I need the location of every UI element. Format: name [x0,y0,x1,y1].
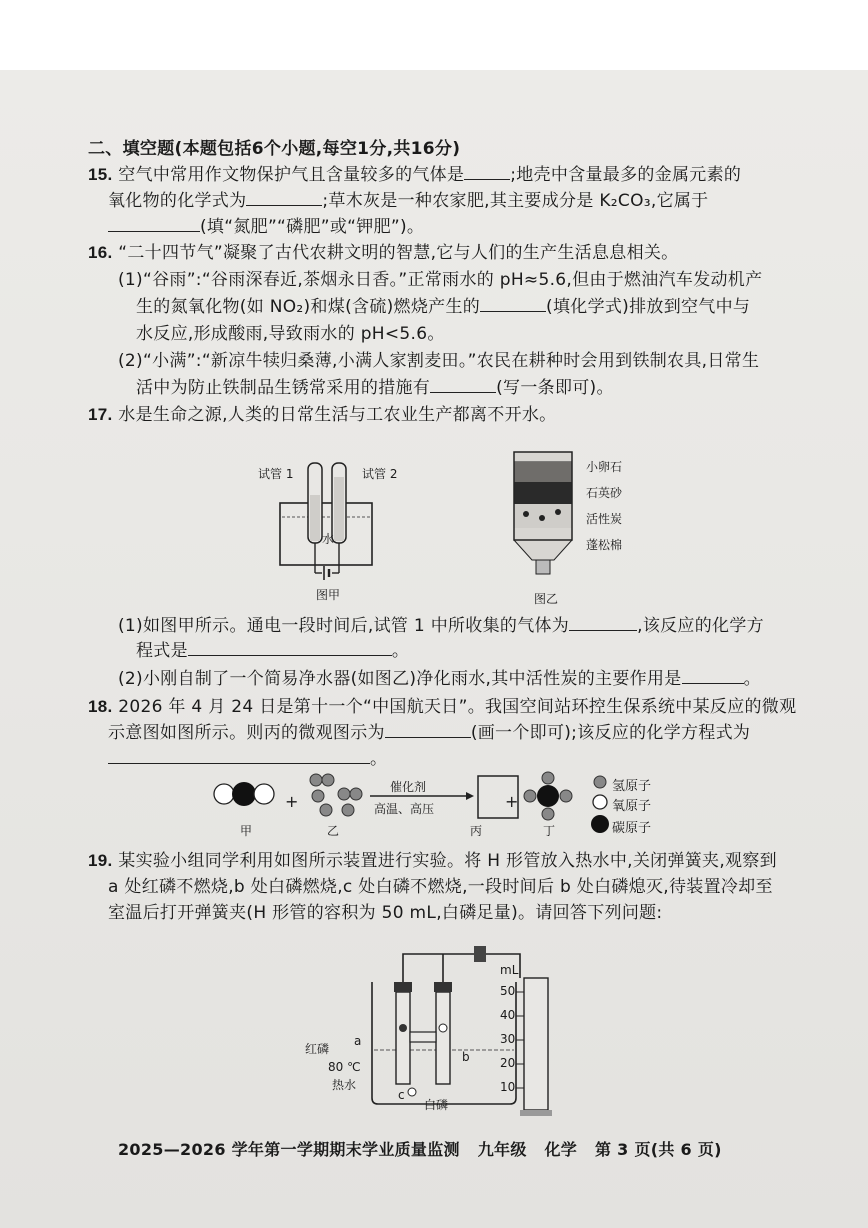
carbon-particle [555,509,561,515]
catalyst-label: 催化剂 [390,780,427,794]
stopper-left [394,982,412,992]
hydrogen-atom [322,774,334,786]
q15-text: 空气中常用作文物保护气且含量较多的气体是 [118,165,465,185]
q18-text: 示意图如图所示。则丙的微观图示为 [108,723,385,743]
figure-b-caption: 图乙 [534,592,559,606]
hydrogen-atom [350,788,362,800]
q16-blank-2[interactable] [430,378,496,393]
legend-oxygen-icon [593,795,607,809]
q19-line-2: a 处红磷不燃烧,b 处白磷燃烧,c 处白磷不燃烧,一段时间后 b 处白磷熄灭,待装置冷却至 [108,877,773,897]
activated-carbon-label: 活性炭 [586,512,623,526]
exam-paper [0,70,868,1228]
label-yi: 乙 [327,824,340,838]
cotton-layer [514,528,572,560]
oxygen-atom [254,784,274,804]
q15-blank-2[interactable] [246,191,322,206]
figure-a-caption: 图甲 [316,588,341,602]
plus-sign-2: + [505,792,519,811]
hot-water-label: 热水 [332,1078,357,1092]
q19-number: 19. [88,851,113,870]
white-phosphorus-label: 白磷 [424,1098,449,1112]
section-title: 二、填空题(本题包括6个小题,每空1分,共16分) [88,139,461,159]
q16-text: (填化学式)排放到空气中与 [546,297,751,317]
q18-text: (画一个即可);该反应的化学方程式为 [470,723,751,743]
q15-text: 氧化物的化学式为 [108,191,247,211]
legend-carbon-label: 碳原子 [612,821,652,836]
q19-line-1 [88,850,777,872]
q17-p1-line-2: 程式是 。 [136,641,410,661]
tube-2-label: 试管 2 [362,467,398,481]
carbon-particle [539,515,545,521]
q16-text: (写一条即可)。 [496,378,614,398]
q16-text: “二十四节气”凝聚了古代农耕文明的智慧,它与人们的生产生活息息相关。 [118,243,679,263]
q18-text: 。 [370,749,388,769]
red-phosphorus-label: 红磷 [305,1042,330,1056]
footer-page: 第 3 页(共 6 页) [594,1140,722,1159]
measuring-cylinder [524,978,548,1110]
q18-blank-2[interactable] [108,749,370,764]
page-footer [118,1140,722,1161]
arrow-head [466,792,474,800]
tick-label-40: 40 [500,1008,516,1022]
q15-number: 15. [88,165,113,184]
cylinder-base [520,1110,552,1116]
q18-text: 2026 年 4 月 24 日是第十一个“中国航天日”。我国空间站环控生保系统中某反应的微观 [118,697,797,717]
hydrogen-atom [312,790,324,802]
phosphorus-apparatus [360,932,560,1122]
legend-hydrogen-label: 氢原子 [612,779,652,794]
carbon-atom [232,782,256,806]
spring-clamp[interactable] [474,946,486,962]
q17-text: ,该反应的化学方 [637,616,764,636]
pebble-label: 小卵石 [586,460,623,474]
q16-blank-1[interactable] [480,297,546,312]
label-bing: 丙 [470,824,483,838]
red-phosphorus-a [399,1024,407,1032]
filter-top [514,452,572,462]
q17-text: (2)小刚自制了一个简易净水器(如图乙)净化雨水,其中活性炭的主要作用是 [118,669,682,689]
hydrogen-atom [310,774,322,786]
q18-line-1 [88,696,796,718]
legend-carbon-icon [591,815,609,833]
q15-blank-3[interactable] [108,217,200,232]
quartz-sand-layer [514,482,572,504]
tube-2-water [334,477,344,541]
legend-hydrogen-icon [594,776,606,788]
temperature-label: 80 ℃ [328,1060,361,1074]
pebble-layer [514,462,572,482]
label-ding: 丁 [543,824,556,838]
water-label: 水 [322,532,335,546]
h-tube-left-arm [396,992,410,1084]
q18-line-2 [108,722,750,744]
q15-line-3 [108,216,424,238]
q17-line-1 [88,404,556,426]
point-a-label: a [354,1034,362,1048]
hydrogen-atom [524,790,536,802]
q16-text: 生的氮氧化物(如 NO₂)和煤(含硫)燃烧产生的 [136,297,481,317]
q16-line-1 [88,242,678,264]
q17-p1-line-1 [118,615,764,637]
cotton-label: 蓬松棉 [586,538,623,552]
q16-p1-line-3: 水反应,形成酸雨,导致雨水的 pH<5.6。 [136,324,445,344]
q17-p2-line [118,668,761,690]
tick-label-30: 30 [500,1032,516,1046]
hydrogen-atom [320,804,332,816]
q17-number: 17. [88,405,113,424]
carbon-particle [523,511,529,517]
stopper-right [434,982,452,992]
oxygen-atom [214,784,234,804]
tube-1-water [310,495,320,541]
legend-oxygen-label: 氧原子 [612,799,652,814]
q17-text: 程式是 [136,641,188,661]
q18-number: 18. [88,697,113,716]
q15-text: ;草木灰是一种农家肥,其主要成分是 K₂CO₃,它属于 [322,191,709,211]
water-filter-diagram [510,448,580,588]
label-jia: 甲 [240,824,253,838]
q15-line-2 [108,190,708,212]
q15-blank-1[interactable] [464,165,510,180]
carbon-atom [537,785,559,807]
h-tube-bridge [410,1032,436,1042]
q17-text: 。 [743,669,761,689]
q19-text: 某实验小组同学利用如图所示装置进行实验。将 H 形管放入热水中,关闭弹簧夹,观察到 [118,851,777,871]
quartz-sand-label: 石英砂 [586,486,623,500]
plus-sign-1: + [285,792,299,811]
tick-label-20: 20 [500,1056,516,1070]
q15-text: ;地壳中含量最多的金属元素的 [510,165,742,185]
filter-outlet [536,560,550,574]
tick-label-50: 50 [500,984,516,998]
tick-label-10: 10 [500,1080,516,1094]
footer-year: 2025—2026 学年第一学期期末学业质量监测 [118,1140,460,1159]
q16-p1-line-1: (1)“谷雨”:“谷雨深春近,茶烟永日香。”正常雨水的 pH≈5.6,但由于燃油汽车发动机产 [118,270,763,290]
point-c-label: c [398,1088,405,1102]
footer-subject: 化学 [544,1140,578,1159]
q18-line-3 [108,748,387,770]
q15-line-1 [88,164,741,186]
condition-label: 高温、高压 [374,802,435,816]
white-phosphorus-b [439,1024,447,1032]
q19-line-3: 室温后打开弹簧夹(H 形管的容积为 50 mL,白磷足量)。请回答下列问题: [108,903,663,923]
tube-1-label: 试管 1 [258,467,294,481]
q17-blank-1[interactable] [569,616,637,631]
hydrogen-atom [542,808,554,820]
footer-grade: 九年级 [477,1140,527,1159]
q16-text: 活中为防止铁制品生锈常采用的措施有 [136,378,431,398]
q16-number: 16. [88,243,113,262]
hydrogen-atom [338,788,350,800]
q18-blank-1[interactable] [385,723,471,738]
q17-text: 水是生命之源,人类的日常生活与工农业生产都离不开水。 [118,405,557,425]
q17-blank-3[interactable] [682,669,744,684]
q16-p2-line-1: (2)“小满”:“新凉牛犊归桑薄,小满人家割麦田。”农民在耕种时会用到铁制农具,日常生 [118,351,760,371]
cylinder-unit-label: mL [500,963,519,977]
q17-text: (1)如图甲所示。通电一段时间后,试管 1 中所收集的气体为 [118,616,570,636]
hydrogen-atom [542,772,554,784]
hydrogen-atom [342,804,354,816]
q16-p1-line-2 [136,296,750,318]
q16-p2-line-2 [136,377,614,399]
white-phosphorus-c [408,1088,416,1096]
hydrogen-atom [560,790,572,802]
q17-blank-2[interactable] [188,641,392,656]
q15-text: (填“氮肥”“磷肥”或“钾肥”)。 [200,217,425,237]
h-tube-right-arm [436,992,450,1084]
point-b-label: b [462,1050,470,1064]
